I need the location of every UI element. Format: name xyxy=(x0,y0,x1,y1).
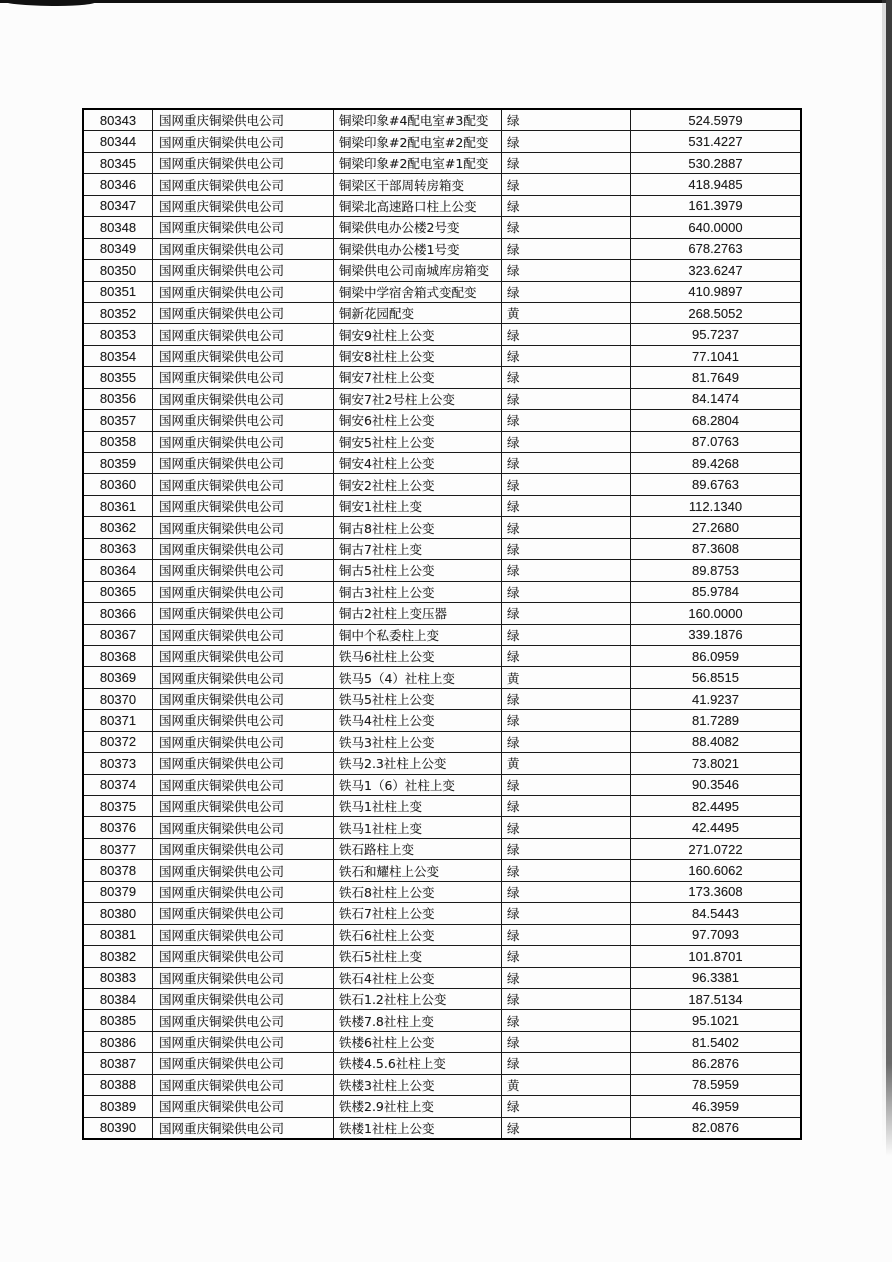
cell-status-label: 绿 xyxy=(502,860,631,881)
cell-status-label: 绿 xyxy=(502,1117,631,1139)
cell-load-value: 87.3608 xyxy=(631,538,802,559)
cell-transformer-name: 铜中个私委柱上变 xyxy=(334,624,502,645)
cell-record-id: 80373 xyxy=(83,753,153,774)
cell-status-label: 绿 xyxy=(502,1096,631,1117)
table-row xyxy=(83,217,801,238)
cell-transformer-name: 铜古8社柱上公变 xyxy=(334,517,502,538)
cell-record-id: 80349 xyxy=(83,238,153,259)
table-row xyxy=(83,195,801,216)
cell-record-id: 80343 xyxy=(83,109,153,131)
cell-transformer-name: 铜梁中学宿舍箱式变配变 xyxy=(334,281,502,302)
cell-load-value: 531.4227 xyxy=(631,131,802,152)
cell-record-id: 80386 xyxy=(83,1031,153,1052)
cell-load-value: 46.3959 xyxy=(631,1096,802,1117)
cell-transformer-name: 铜安7社柱上公变 xyxy=(334,367,502,388)
cell-company-name: 国网重庆铜梁供电公司 xyxy=(153,1010,334,1031)
cell-record-id: 80365 xyxy=(83,581,153,602)
cell-transformer-name: 铁石1.2社柱上公变 xyxy=(334,988,502,1009)
cell-company-name: 国网重庆铜梁供电公司 xyxy=(153,881,334,902)
table-row xyxy=(83,281,801,302)
cell-status-label: 绿 xyxy=(502,474,631,495)
table-row xyxy=(83,302,801,323)
table-row xyxy=(83,710,801,731)
cell-record-id: 80355 xyxy=(83,367,153,388)
cell-company-name: 国网重庆铜梁供电公司 xyxy=(153,796,334,817)
table-row xyxy=(83,1117,801,1139)
cell-transformer-name: 铜古2社柱上变压器 xyxy=(334,603,502,624)
cell-record-id: 80382 xyxy=(83,946,153,967)
cell-status-label: 绿 xyxy=(502,1031,631,1052)
cell-transformer-name: 铜梁印象#2配电室#1配变 xyxy=(334,152,502,173)
cell-status-label: 绿 xyxy=(502,195,631,216)
cell-transformer-name: 铁石7社柱上公变 xyxy=(334,903,502,924)
cell-transformer-name: 铜梁印象#2配电室#2配变 xyxy=(334,131,502,152)
table-row xyxy=(83,517,801,538)
cell-company-name: 国网重庆铜梁供电公司 xyxy=(153,603,334,624)
cell-transformer-name: 铁马1（6）社柱上变 xyxy=(334,774,502,795)
cell-company-name: 国网重庆铜梁供电公司 xyxy=(153,131,334,152)
cell-record-id: 80383 xyxy=(83,967,153,988)
cell-transformer-name: 铜梁供电办公楼1号变 xyxy=(334,238,502,259)
cell-record-id: 80376 xyxy=(83,817,153,838)
cell-load-value: 84.5443 xyxy=(631,903,802,924)
cell-transformer-name: 铁马2.3社柱上公变 xyxy=(334,753,502,774)
table-row xyxy=(83,688,801,709)
cell-load-value: 268.5052 xyxy=(631,302,802,323)
cell-transformer-name: 铜安6社柱上公变 xyxy=(334,410,502,431)
cell-company-name: 国网重庆铜梁供电公司 xyxy=(153,453,334,474)
cell-record-id: 80354 xyxy=(83,345,153,366)
cell-status-label: 黄 xyxy=(502,302,631,323)
cell-status-label: 绿 xyxy=(502,495,631,516)
cell-transformer-name: 铜古3社柱上公变 xyxy=(334,581,502,602)
table-row xyxy=(83,367,801,388)
cell-load-value: 160.0000 xyxy=(631,603,802,624)
table-row xyxy=(83,1074,801,1095)
table-row xyxy=(83,410,801,431)
cell-status-label: 绿 xyxy=(502,603,631,624)
cell-transformer-name: 铜安2社柱上公变 xyxy=(334,474,502,495)
cell-company-name: 国网重庆铜梁供电公司 xyxy=(153,774,334,795)
cell-status-label: 绿 xyxy=(502,645,631,666)
cell-transformer-name: 铜安8社柱上公变 xyxy=(334,345,502,366)
cell-load-value: 88.4082 xyxy=(631,731,802,752)
table-row xyxy=(83,560,801,581)
cell-company-name: 国网重庆铜梁供电公司 xyxy=(153,838,334,859)
table-row xyxy=(83,603,801,624)
table-row xyxy=(83,988,801,1009)
cell-company-name: 国网重庆铜梁供电公司 xyxy=(153,967,334,988)
table-row xyxy=(83,838,801,859)
cell-record-id: 80378 xyxy=(83,860,153,881)
cell-record-id: 80358 xyxy=(83,431,153,452)
cell-company-name: 国网重庆铜梁供电公司 xyxy=(153,431,334,452)
table-row xyxy=(83,538,801,559)
cell-status-label: 黄 xyxy=(502,667,631,688)
cell-status-label: 绿 xyxy=(502,988,631,1009)
cell-transformer-name: 铁石和耀柱上公变 xyxy=(334,860,502,881)
scan-artifact-top-left-blob xyxy=(0,0,96,6)
cell-status-label: 绿 xyxy=(502,560,631,581)
table-row xyxy=(83,946,801,967)
scan-artifact-top-edge xyxy=(0,0,892,3)
cell-record-id: 80372 xyxy=(83,731,153,752)
cell-load-value: 82.4495 xyxy=(631,796,802,817)
cell-transformer-name: 铁石6社柱上公变 xyxy=(334,924,502,945)
cell-status-label: 绿 xyxy=(502,453,631,474)
cell-load-value: 410.9897 xyxy=(631,281,802,302)
cell-transformer-name: 铁马4社柱上公变 xyxy=(334,710,502,731)
table-row xyxy=(83,624,801,645)
cell-record-id: 80368 xyxy=(83,645,153,666)
cell-status-label: 绿 xyxy=(502,131,631,152)
cell-company-name: 国网重庆铜梁供电公司 xyxy=(153,109,334,131)
cell-record-id: 80388 xyxy=(83,1074,153,1095)
cell-status-label: 绿 xyxy=(502,903,631,924)
cell-status-label: 绿 xyxy=(502,946,631,967)
table-row xyxy=(83,753,801,774)
cell-load-value: 524.5979 xyxy=(631,109,802,131)
cell-company-name: 国网重庆铜梁供电公司 xyxy=(153,495,334,516)
cell-status-label: 绿 xyxy=(502,260,631,281)
table-row xyxy=(83,860,801,881)
cell-status-label: 绿 xyxy=(502,388,631,409)
table-row xyxy=(83,817,801,838)
table-row xyxy=(83,581,801,602)
cell-status-label: 绿 xyxy=(502,581,631,602)
cell-load-value: 95.1021 xyxy=(631,1010,802,1031)
cell-record-id: 80379 xyxy=(83,881,153,902)
cell-load-value: 678.2763 xyxy=(631,238,802,259)
cell-record-id: 80347 xyxy=(83,195,153,216)
cell-record-id: 80359 xyxy=(83,453,153,474)
table-row xyxy=(83,495,801,516)
table-row xyxy=(83,474,801,495)
cell-company-name: 国网重庆铜梁供电公司 xyxy=(153,710,334,731)
cell-status-label: 绿 xyxy=(502,688,631,709)
cell-record-id: 80357 xyxy=(83,410,153,431)
cell-company-name: 国网重庆铜梁供电公司 xyxy=(153,753,334,774)
cell-load-value: 97.7093 xyxy=(631,924,802,945)
cell-transformer-name: 铁楼6社柱上公变 xyxy=(334,1031,502,1052)
cell-record-id: 80351 xyxy=(83,281,153,302)
table-row xyxy=(83,345,801,366)
cell-company-name: 国网重庆铜梁供电公司 xyxy=(153,817,334,838)
table-row xyxy=(83,388,801,409)
cell-load-value: 27.2680 xyxy=(631,517,802,538)
cell-transformer-name: 铁马5（4）社柱上变 xyxy=(334,667,502,688)
cell-company-name: 国网重庆铜梁供电公司 xyxy=(153,152,334,173)
table-row xyxy=(83,796,801,817)
cell-load-value: 101.8701 xyxy=(631,946,802,967)
cell-company-name: 国网重庆铜梁供电公司 xyxy=(153,903,334,924)
cell-transformer-name: 铁马5社柱上公变 xyxy=(334,688,502,709)
cell-transformer-name: 铜梁供电公司南城库房箱变 xyxy=(334,260,502,281)
cell-record-id: 80348 xyxy=(83,217,153,238)
table-row xyxy=(83,174,801,195)
cell-company-name: 国网重庆铜梁供电公司 xyxy=(153,1096,334,1117)
table-row xyxy=(83,881,801,902)
cell-company-name: 国网重庆铜梁供电公司 xyxy=(153,345,334,366)
cell-record-id: 80361 xyxy=(83,495,153,516)
cell-company-name: 国网重庆铜梁供电公司 xyxy=(153,667,334,688)
cell-status-label: 绿 xyxy=(502,624,631,645)
cell-status-label: 绿 xyxy=(502,152,631,173)
cell-load-value: 68.2804 xyxy=(631,410,802,431)
cell-company-name: 国网重庆铜梁供电公司 xyxy=(153,474,334,495)
cell-load-value: 89.6763 xyxy=(631,474,802,495)
cell-status-label: 绿 xyxy=(502,410,631,431)
cell-record-id: 80381 xyxy=(83,924,153,945)
cell-load-value: 86.0959 xyxy=(631,645,802,666)
cell-record-id: 80390 xyxy=(83,1117,153,1139)
cell-status-label: 绿 xyxy=(502,174,631,195)
cell-load-value: 96.3381 xyxy=(631,967,802,988)
cell-status-label: 绿 xyxy=(502,881,631,902)
cell-record-id: 80344 xyxy=(83,131,153,152)
cell-company-name: 国网重庆铜梁供电公司 xyxy=(153,860,334,881)
cell-transformer-name: 铁石8社柱上公变 xyxy=(334,881,502,902)
cell-load-value: 85.9784 xyxy=(631,581,802,602)
cell-record-id: 80375 xyxy=(83,796,153,817)
cell-company-name: 国网重庆铜梁供电公司 xyxy=(153,410,334,431)
cell-status-label: 绿 xyxy=(502,967,631,988)
table-row xyxy=(83,1010,801,1031)
cell-load-value: 187.5134 xyxy=(631,988,802,1009)
cell-record-id: 80356 xyxy=(83,388,153,409)
cell-load-value: 89.8753 xyxy=(631,560,802,581)
cell-transformer-name: 铜古5社柱上公变 xyxy=(334,560,502,581)
cell-load-value: 640.0000 xyxy=(631,217,802,238)
cell-transformer-name: 铜梁印象#4配电室#3配变 xyxy=(334,109,502,131)
cell-record-id: 80364 xyxy=(83,560,153,581)
cell-company-name: 国网重庆铜梁供电公司 xyxy=(153,1117,334,1139)
cell-status-label: 绿 xyxy=(502,731,631,752)
cell-status-label: 绿 xyxy=(502,774,631,795)
table-row xyxy=(83,903,801,924)
cell-company-name: 国网重庆铜梁供电公司 xyxy=(153,302,334,323)
cell-company-name: 国网重庆铜梁供电公司 xyxy=(153,195,334,216)
cell-status-label: 绿 xyxy=(502,1053,631,1074)
cell-transformer-name: 铁马1社柱上变 xyxy=(334,796,502,817)
cell-transformer-name: 铁楼1社柱上公变 xyxy=(334,1117,502,1139)
cell-load-value: 339.1876 xyxy=(631,624,802,645)
cell-status-label: 绿 xyxy=(502,710,631,731)
table-row xyxy=(83,131,801,152)
cell-transformer-name: 铁马3社柱上公变 xyxy=(334,731,502,752)
cell-company-name: 国网重庆铜梁供电公司 xyxy=(153,281,334,302)
table-row xyxy=(83,152,801,173)
cell-transformer-name: 铁楼4.5.6社柱上变 xyxy=(334,1053,502,1074)
cell-company-name: 国网重庆铜梁供电公司 xyxy=(153,217,334,238)
cell-record-id: 80353 xyxy=(83,324,153,345)
cell-company-name: 国网重庆铜梁供电公司 xyxy=(153,538,334,559)
cell-load-value: 89.4268 xyxy=(631,453,802,474)
cell-load-value: 418.9485 xyxy=(631,174,802,195)
cell-transformer-name: 铜安7社2号柱上公变 xyxy=(334,388,502,409)
cell-record-id: 80352 xyxy=(83,302,153,323)
table-row xyxy=(83,324,801,345)
cell-record-id: 80387 xyxy=(83,1053,153,1074)
cell-status-label: 绿 xyxy=(502,324,631,345)
cell-record-id: 80384 xyxy=(83,988,153,1009)
cell-record-id: 80363 xyxy=(83,538,153,559)
cell-load-value: 81.5402 xyxy=(631,1031,802,1052)
cell-status-label: 绿 xyxy=(502,217,631,238)
table-row xyxy=(83,1053,801,1074)
cell-record-id: 80385 xyxy=(83,1010,153,1031)
table-row xyxy=(83,431,801,452)
cell-transformer-name: 铁石5社柱上变 xyxy=(334,946,502,967)
cell-record-id: 80377 xyxy=(83,838,153,859)
cell-status-label: 绿 xyxy=(502,281,631,302)
cell-status-label: 黄 xyxy=(502,1074,631,1095)
cell-status-label: 绿 xyxy=(502,367,631,388)
table-row xyxy=(83,774,801,795)
table-row xyxy=(83,667,801,688)
cell-transformer-name: 铜安1社柱上变 xyxy=(334,495,502,516)
cell-record-id: 80380 xyxy=(83,903,153,924)
cell-transformer-name: 铁石路柱上变 xyxy=(334,838,502,859)
cell-status-label: 绿 xyxy=(502,796,631,817)
cell-status-label: 绿 xyxy=(502,431,631,452)
cell-status-label: 绿 xyxy=(502,1010,631,1031)
scan-artifact-right-edge xyxy=(886,0,892,1156)
table-row xyxy=(83,260,801,281)
table-row xyxy=(83,645,801,666)
table-row xyxy=(83,1096,801,1117)
cell-record-id: 80389 xyxy=(83,1096,153,1117)
cell-company-name: 国网重庆铜梁供电公司 xyxy=(153,174,334,195)
cell-company-name: 国网重庆铜梁供电公司 xyxy=(153,1031,334,1052)
cell-load-value: 73.8021 xyxy=(631,753,802,774)
cell-record-id: 80370 xyxy=(83,688,153,709)
cell-load-value: 173.3608 xyxy=(631,881,802,902)
cell-company-name: 国网重庆铜梁供电公司 xyxy=(153,324,334,345)
cell-status-label: 绿 xyxy=(502,345,631,366)
cell-company-name: 国网重庆铜梁供电公司 xyxy=(153,624,334,645)
cell-status-label: 绿 xyxy=(502,924,631,945)
cell-company-name: 国网重庆铜梁供电公司 xyxy=(153,645,334,666)
cell-load-value: 78.5959 xyxy=(631,1074,802,1095)
cell-transformer-name: 铜梁供电办公楼2号变 xyxy=(334,217,502,238)
cell-status-label: 绿 xyxy=(502,538,631,559)
cell-transformer-name: 铜梁北高速路口柱上公变 xyxy=(334,195,502,216)
cell-transformer-name: 铜安4社柱上公变 xyxy=(334,453,502,474)
cell-load-value: 161.3979 xyxy=(631,195,802,216)
cell-company-name: 国网重庆铜梁供电公司 xyxy=(153,924,334,945)
cell-transformer-name: 铁楼2.9社柱上变 xyxy=(334,1096,502,1117)
cell-load-value: 56.8515 xyxy=(631,667,802,688)
cell-company-name: 国网重庆铜梁供电公司 xyxy=(153,1053,334,1074)
cell-transformer-name: 铁马6社柱上公变 xyxy=(334,645,502,666)
cell-transformer-name: 铁楼3社柱上公变 xyxy=(334,1074,502,1095)
cell-transformer-name: 铜古7社柱上变 xyxy=(334,538,502,559)
cell-record-id: 80360 xyxy=(83,474,153,495)
cell-record-id: 80369 xyxy=(83,667,153,688)
cell-company-name: 国网重庆铜梁供电公司 xyxy=(153,260,334,281)
cell-load-value: 160.6062 xyxy=(631,860,802,881)
cell-transformer-name: 铁楼7.8社柱上变 xyxy=(334,1010,502,1031)
cell-transformer-name: 铜新花园配变 xyxy=(334,302,502,323)
cell-company-name: 国网重庆铜梁供电公司 xyxy=(153,731,334,752)
table-row xyxy=(83,238,801,259)
cell-transformer-name: 铁马1社柱上变 xyxy=(334,817,502,838)
cell-load-value: 90.3546 xyxy=(631,774,802,795)
cell-company-name: 国网重庆铜梁供电公司 xyxy=(153,367,334,388)
cell-record-id: 80346 xyxy=(83,174,153,195)
cell-status-label: 绿 xyxy=(502,109,631,131)
cell-status-label: 绿 xyxy=(502,838,631,859)
cell-transformer-name: 铁石4社柱上公变 xyxy=(334,967,502,988)
cell-status-label: 绿 xyxy=(502,238,631,259)
cell-load-value: 41.9237 xyxy=(631,688,802,709)
table-row xyxy=(83,109,801,131)
cell-transformer-name: 铜安5社柱上公变 xyxy=(334,431,502,452)
cell-company-name: 国网重庆铜梁供电公司 xyxy=(153,1074,334,1095)
table-row xyxy=(83,1031,801,1052)
cell-company-name: 国网重庆铜梁供电公司 xyxy=(153,988,334,1009)
cell-load-value: 530.2887 xyxy=(631,152,802,173)
table-row xyxy=(83,924,801,945)
cell-company-name: 国网重庆铜梁供电公司 xyxy=(153,388,334,409)
cell-load-value: 95.7237 xyxy=(631,324,802,345)
cell-company-name: 国网重庆铜梁供电公司 xyxy=(153,517,334,538)
transformer-data-table xyxy=(82,108,802,1140)
table-body xyxy=(83,109,801,1139)
table-row xyxy=(83,967,801,988)
cell-company-name: 国网重庆铜梁供电公司 xyxy=(153,581,334,602)
cell-record-id: 80374 xyxy=(83,774,153,795)
cell-status-label: 绿 xyxy=(502,817,631,838)
cell-status-label: 黄 xyxy=(502,753,631,774)
cell-load-value: 87.0763 xyxy=(631,431,802,452)
table-row xyxy=(83,731,801,752)
cell-record-id: 80345 xyxy=(83,152,153,173)
cell-record-id: 80371 xyxy=(83,710,153,731)
cell-record-id: 80367 xyxy=(83,624,153,645)
cell-load-value: 81.7649 xyxy=(631,367,802,388)
cell-load-value: 323.6247 xyxy=(631,260,802,281)
cell-load-value: 84.1474 xyxy=(631,388,802,409)
cell-transformer-name: 铜安9社柱上公变 xyxy=(334,324,502,345)
cell-record-id: 80366 xyxy=(83,603,153,624)
cell-company-name: 国网重庆铜梁供电公司 xyxy=(153,560,334,581)
cell-status-label: 绿 xyxy=(502,517,631,538)
cell-load-value: 86.2876 xyxy=(631,1053,802,1074)
cell-company-name: 国网重庆铜梁供电公司 xyxy=(153,688,334,709)
cell-load-value: 112.1340 xyxy=(631,495,802,516)
cell-company-name: 国网重庆铜梁供电公司 xyxy=(153,238,334,259)
cell-company-name: 国网重庆铜梁供电公司 xyxy=(153,946,334,967)
cell-load-value: 81.7289 xyxy=(631,710,802,731)
cell-load-value: 271.0722 xyxy=(631,838,802,859)
cell-transformer-name: 铜梁区干部周转房箱变 xyxy=(334,174,502,195)
cell-record-id: 80362 xyxy=(83,517,153,538)
cell-record-id: 80350 xyxy=(83,260,153,281)
cell-load-value: 42.4495 xyxy=(631,817,802,838)
table-row xyxy=(83,453,801,474)
cell-load-value: 77.1041 xyxy=(631,345,802,366)
cell-load-value: 82.0876 xyxy=(631,1117,802,1139)
